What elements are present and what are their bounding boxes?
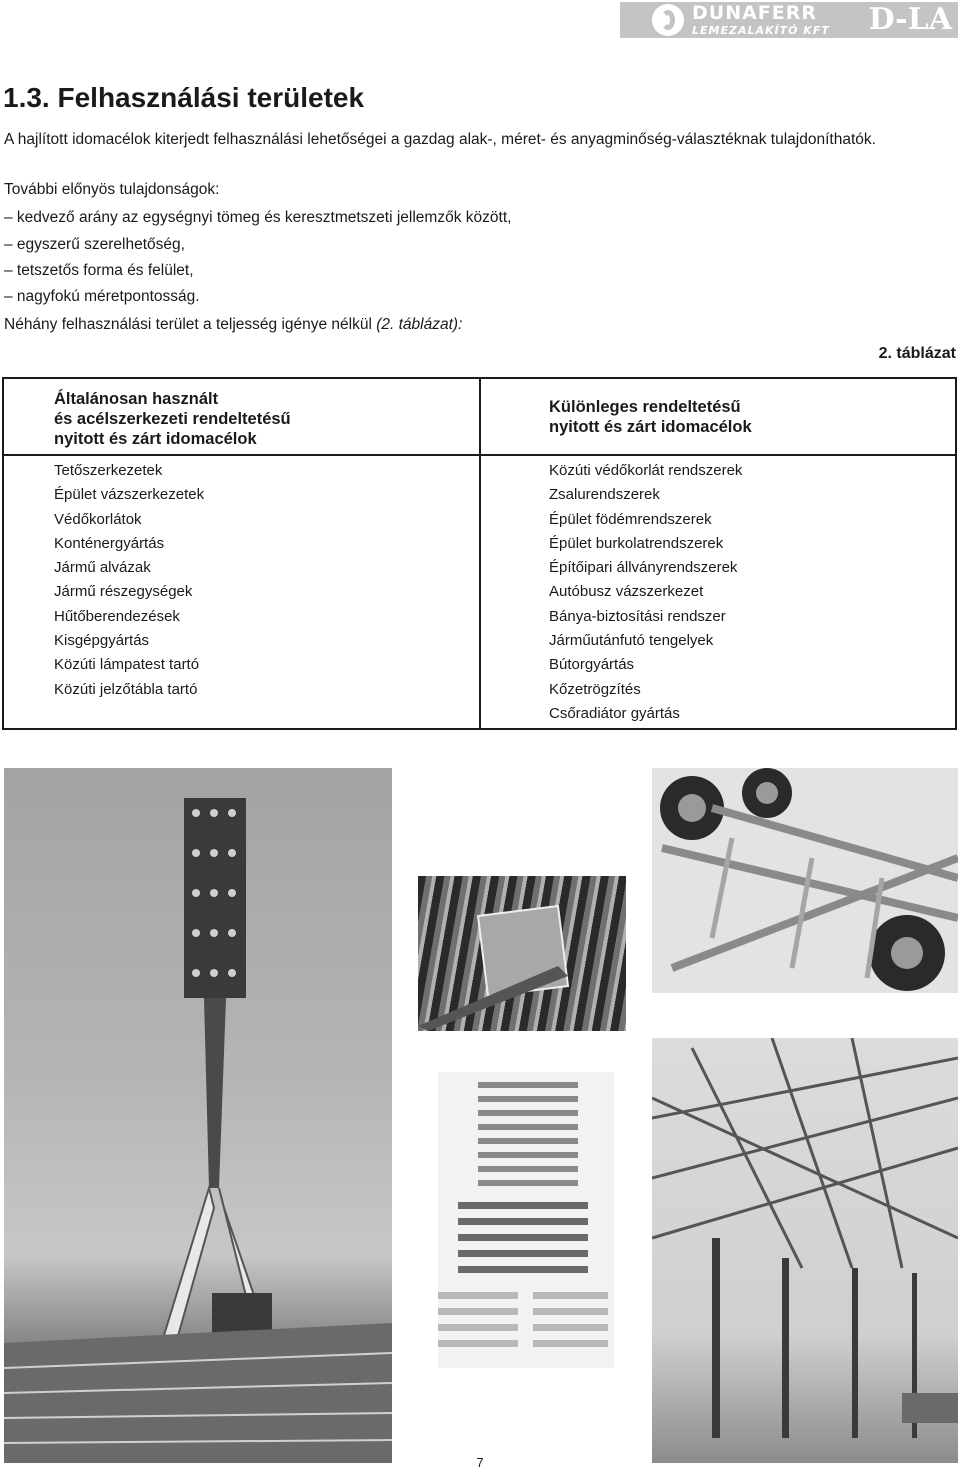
logo-dla: D-LA — [868, 2, 952, 37]
table-item: Épület burkolatrendszerek — [549, 534, 724, 552]
table-item: Építőipari állványrendszerek — [549, 559, 738, 577]
page-number: 7 — [476, 1455, 484, 1470]
table-item: Jármű alvázak — [54, 559, 151, 577]
table-item: Épület vázszerkezetek — [54, 486, 205, 504]
advantage-item: – nagyfokú méretpontosság. — [4, 288, 200, 305]
table-reference: (2. táblázat): — [376, 316, 463, 333]
table-item: Járműutánfutó tengelyek — [549, 632, 714, 650]
special-header-text: Különleges rendeltetésű nyitott és zárt idomacélok — [549, 398, 752, 436]
intro-paragraph: A hajlított idomacélok kiterjedt felhasználási lehetőségei a gazdag alak-, méret- és anyagminőség-választéknak tulajdoníthatók. — [4, 131, 876, 148]
special-column — [481, 379, 955, 728]
table-item: Tetőszerkezetek — [54, 462, 163, 479]
table-item: Közúti lámpatest tartó — [54, 656, 200, 674]
roof-structure-photo — [652, 1038, 958, 1463]
table-item: Kőzetrögzítés — [549, 680, 641, 698]
logo-text — [692, 4, 830, 36]
table-item: Konténergyártás — [54, 534, 165, 552]
advantage-item: – tetszetős forma és felület, — [4, 262, 194, 279]
logo-subtitle: LEMEZALAKÍTÓ KFT — [692, 24, 830, 37]
welding-photo — [418, 876, 626, 1031]
table-item: Épület födémrendszerek — [549, 510, 712, 528]
table-item: Csőradiátor gyártás — [549, 704, 680, 722]
general-column-header — [4, 379, 479, 456]
general-header-text: Általánosan használt és acélszerkezeti rendeltetésű nyitott és zárt idomacélok — [54, 390, 291, 448]
table-item: Zsalurendszerek — [549, 486, 660, 504]
table-intro-text: Néhány felhasználási terület a teljesség igénye nélkül — [4, 316, 377, 333]
table-item: Kisgépgyártás — [54, 632, 150, 650]
table-item: Jármű részegységek — [54, 583, 193, 601]
advantage-item: – egyszerű szerelhetőség, — [4, 236, 185, 253]
usage-table — [2, 377, 957, 730]
advantage-item: – kedvező arány az egységnyi tömeg és keresztmetszeti jellemzők között, — [4, 209, 512, 226]
trailer-chassis-photo — [652, 768, 958, 993]
logo-name: DUNAFERR — [692, 2, 818, 24]
floodlight-tower-photo — [4, 768, 392, 1463]
special-items-list — [549, 459, 742, 726]
table-item: Közúti védőkorlát rendszerek — [549, 462, 743, 479]
table-item: Hűtőberendezések — [54, 607, 180, 625]
logo-mark-icon — [652, 4, 684, 36]
special-column-header — [481, 379, 955, 456]
table-caption: 2. táblázat — [878, 345, 956, 362]
table-item: Autóbusz vázszerkezet — [549, 583, 704, 601]
advantages-heading: További előnyös tulajdonságok: — [4, 181, 220, 198]
section-title: 1.3. Felhasználási területek — [3, 82, 365, 113]
general-items-list — [54, 459, 204, 702]
table-item: Védőkorlátok — [54, 510, 142, 528]
table-item: Bánya-biztosítási rendszer — [549, 607, 726, 625]
table-intro — [4, 316, 462, 334]
general-column — [4, 379, 481, 728]
tube-radiator-photo — [438, 1072, 614, 1368]
table-item: Bútorgyártás — [549, 656, 635, 674]
table-item: Közúti jelzőtábla tartó — [54, 680, 198, 698]
dunaferr-logo — [620, 2, 958, 38]
